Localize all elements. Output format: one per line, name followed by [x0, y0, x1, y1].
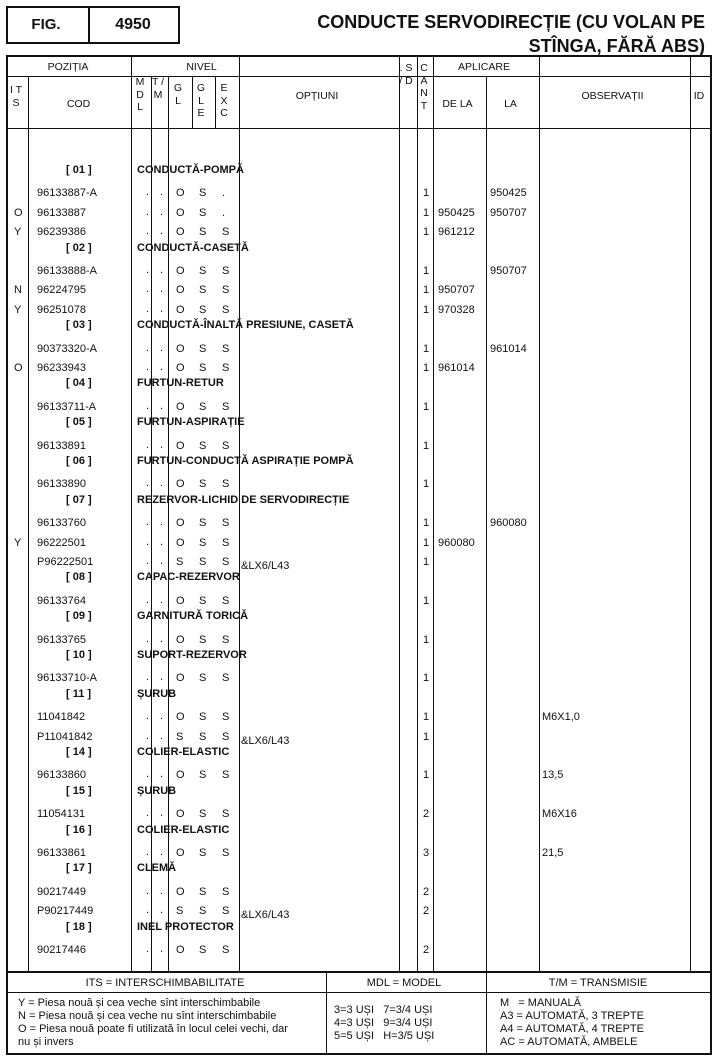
- part-code: 96133711-A: [37, 401, 97, 413]
- level-gl: O: [176, 478, 185, 490]
- section-name: COLIER-ELASTIC: [137, 746, 230, 758]
- level-gle: S: [199, 284, 207, 296]
- mdl-dot: .: [146, 536, 150, 548]
- level-gle: S: [199, 440, 207, 452]
- quantity: 1: [423, 517, 430, 529]
- level-gle: S: [199, 478, 207, 490]
- col-aplicare: APLICARE: [458, 61, 510, 73]
- part-code: 96224795: [37, 284, 86, 296]
- tm-dot: .: [160, 536, 164, 548]
- section-name: GARNITURĂ TORICĂ: [137, 610, 249, 622]
- level-gle: S: [199, 595, 207, 607]
- part-code: 96133760: [37, 517, 86, 529]
- apply-to: 950707: [490, 265, 527, 277]
- figure-number: 4950: [115, 16, 151, 33]
- col-gle: G L E: [196, 82, 206, 119]
- level-gl: O: [176, 944, 185, 956]
- apply-from: 950707: [438, 284, 475, 296]
- part-code: 96233943: [37, 362, 86, 374]
- option-code: &LX6/L43: [241, 909, 290, 921]
- level-gle: S: [199, 226, 207, 238]
- apply-to: 950425: [490, 187, 527, 199]
- level-gl: O: [176, 343, 185, 355]
- tm-dot: .: [160, 904, 164, 916]
- quantity: 1: [423, 343, 430, 355]
- legend-its-title: ITS = INTERSCHIMBABILITATE: [85, 977, 245, 989]
- col-pozitia: POZIȚIA: [47, 61, 89, 73]
- level-exc: S: [222, 517, 230, 529]
- tm-dot: .: [160, 400, 164, 412]
- section-name: SUPORT-REZERVOR: [137, 649, 247, 661]
- tm-dot: .: [160, 206, 164, 218]
- level-gle: S: [199, 343, 207, 355]
- quantity: 2: [423, 886, 430, 898]
- quantity: 1: [423, 226, 430, 238]
- apply-from: 960080: [438, 537, 475, 549]
- level-gl: O: [176, 304, 185, 316]
- section-name: FURTUN-RETUR: [137, 377, 224, 389]
- legend-mdl: 3=3 UȘI 7=3/4 UȘI 4=3 UȘI 9=3/4 UȘI 5=5 UȘI H=3/5 UȘI: [334, 1004, 435, 1042]
- quantity: 2: [423, 808, 430, 820]
- option-code: &LX6/L43: [241, 735, 290, 747]
- level-exc: S: [222, 847, 230, 859]
- quantity: 1: [423, 284, 430, 296]
- quantity: 1: [423, 440, 430, 452]
- col-tm: T / M: [151, 76, 165, 101]
- quantity: 1: [423, 711, 430, 723]
- mdl-dot: .: [146, 477, 150, 489]
- section-number: [ 11 ]: [66, 688, 92, 700]
- level-gl: O: [176, 265, 185, 277]
- level-gl: O: [176, 672, 185, 684]
- level-exc: .: [222, 187, 226, 199]
- level-exc: S: [222, 808, 230, 820]
- level-gl: O: [176, 808, 185, 820]
- section-number: [ 06 ]: [66, 455, 92, 467]
- tm-dot: .: [160, 807, 164, 819]
- level-gle: S: [199, 537, 207, 549]
- mdl-dot: .: [146, 768, 150, 780]
- mdl-dot: .: [146, 555, 150, 567]
- tm-dot: .: [160, 768, 164, 780]
- quantity: 3: [423, 847, 430, 859]
- level-gle: S: [199, 886, 207, 898]
- quantity: 1: [423, 478, 430, 490]
- col-its: I T S: [9, 84, 23, 109]
- section-number: [ 04 ]: [66, 377, 92, 389]
- part-code: P96222501: [37, 556, 94, 568]
- observation: M6X1,0: [542, 711, 580, 723]
- apply-from: 970328: [438, 304, 475, 316]
- level-gl: O: [176, 634, 185, 646]
- mdl-dot: .: [146, 206, 150, 218]
- section-number: [ 18 ]: [66, 921, 92, 933]
- quantity: 1: [423, 595, 430, 607]
- level-gl: O: [176, 401, 185, 413]
- part-code: 11041842: [37, 711, 86, 723]
- mdl-dot: .: [146, 303, 150, 315]
- mdl-dot: .: [146, 904, 150, 916]
- tm-dot: .: [160, 671, 164, 683]
- level-exc: S: [222, 284, 230, 296]
- quantity: 1: [423, 556, 430, 568]
- level-exc: S: [222, 362, 230, 374]
- level-exc: S: [222, 672, 230, 684]
- section-number: [ 10 ]: [66, 649, 92, 661]
- quantity: 2: [423, 944, 430, 956]
- tm-dot: .: [160, 303, 164, 315]
- col-optiuni: OPȚIUNI: [295, 90, 339, 102]
- section-number: [ 05 ]: [66, 416, 92, 428]
- level-exc: S: [222, 711, 230, 723]
- level-gle: S: [199, 769, 207, 781]
- tm-dot: .: [160, 885, 164, 897]
- part-code: 96133764: [37, 595, 86, 607]
- col-cod: COD: [66, 98, 91, 110]
- tm-dot: .: [160, 283, 164, 295]
- level-gl: O: [176, 537, 185, 549]
- part-code: 96133765: [37, 634, 86, 646]
- quantity: 1: [423, 731, 430, 743]
- parts-table-frame: [6, 55, 712, 1055]
- mdl-dot: .: [146, 730, 150, 742]
- level-gle: S: [199, 207, 207, 219]
- level-gle: S: [199, 556, 207, 568]
- section-name: FURTUN-CONDUCTĂ ASPIRAȚIE POMPĂ: [137, 455, 354, 467]
- apply-from: 950425: [438, 207, 475, 219]
- quantity: 1: [423, 304, 430, 316]
- observation: 13,5: [542, 769, 564, 781]
- level-exc: S: [222, 944, 230, 956]
- level-gl: O: [176, 711, 185, 723]
- section-name: COLIER-ELASTIC: [137, 824, 230, 836]
- section-number: [ 16 ]: [66, 824, 92, 836]
- level-exc: S: [222, 634, 230, 646]
- level-gl: O: [176, 362, 185, 374]
- tm-dot: .: [160, 710, 164, 722]
- level-gle: S: [199, 362, 207, 374]
- part-code: 96133887: [37, 207, 86, 219]
- level-gle: S: [199, 265, 207, 277]
- its-code: Y: [14, 226, 22, 238]
- part-code: 96133891: [37, 440, 86, 452]
- section-number: [ 15 ]: [66, 785, 92, 797]
- quantity: 1: [423, 769, 430, 781]
- col-exc: E X C: [220, 82, 228, 119]
- level-gle: S: [199, 401, 207, 413]
- level-gl: O: [176, 284, 185, 296]
- page-title-line1: CONDUCTE SERVODIRECȚIE (CU VOLAN PE: [317, 12, 705, 32]
- quantity: 1: [423, 362, 430, 374]
- level-gl: O: [176, 226, 185, 238]
- mdl-dot: .: [146, 361, 150, 373]
- section-number: [ 03 ]: [66, 319, 92, 331]
- part-code: 90217446: [37, 944, 86, 956]
- apply-from: 961212: [438, 226, 475, 238]
- level-gl: O: [176, 769, 185, 781]
- quantity: 1: [423, 187, 430, 199]
- section-name: FURTUN-ASPIRAȚIE: [137, 416, 245, 428]
- apply-from: 961014: [438, 362, 475, 374]
- tm-dot: .: [160, 186, 164, 198]
- figure-label: FIG.: [31, 16, 61, 33]
- level-exc: S: [222, 905, 230, 917]
- tm-dot: .: [160, 361, 164, 373]
- quantity: 2: [423, 905, 430, 917]
- col-nivel: NIVEL: [186, 61, 217, 73]
- its-code: N: [14, 284, 22, 296]
- level-exc: S: [222, 478, 230, 490]
- mdl-dot: .: [146, 594, 150, 606]
- mdl-dot: .: [146, 943, 150, 955]
- level-gle: S: [199, 672, 207, 684]
- section-name: CONDUCTĂ-CASETĂ: [137, 242, 249, 254]
- mdl-dot: .: [146, 225, 150, 237]
- tm-dot: .: [160, 342, 164, 354]
- level-gle: S: [199, 808, 207, 820]
- mdl-dot: .: [146, 439, 150, 451]
- section-name: INEL PROTECTOR: [137, 921, 234, 933]
- part-code: 96133887-A: [37, 187, 97, 199]
- its-code: O: [14, 207, 23, 219]
- level-exc: S: [222, 343, 230, 355]
- quantity: 1: [423, 207, 430, 219]
- part-code: P11041842: [37, 731, 93, 743]
- part-code: 96251078: [37, 304, 86, 316]
- level-exc: S: [222, 886, 230, 898]
- legend-its: Y = Piesa nouă și cea veche sînt interschimbabile N = Piesa nouă și cea veche nu sînt interschimbabile O = Piesa nouă poate fi utilizată în locul celei vechi, dar nu și invers: [18, 997, 288, 1048]
- level-gle: S: [199, 187, 207, 199]
- observation: M6X16: [542, 808, 577, 820]
- level-exc: S: [222, 537, 230, 549]
- section-name: ȘURUB: [137, 688, 177, 700]
- page-title-line2: STÎNGA, FĂRĂ ABS): [528, 36, 705, 56]
- level-gl: S: [176, 905, 184, 917]
- section-number: [ 07 ]: [66, 494, 92, 506]
- tm-dot: .: [160, 846, 164, 858]
- part-code: 96133860: [37, 769, 86, 781]
- part-code: 96222501: [37, 537, 86, 549]
- level-gl: O: [176, 847, 185, 859]
- col-mdl: M D L: [135, 76, 145, 113]
- quantity: 1: [423, 537, 430, 549]
- section-name: CONDUCTĂ-POMPĂ: [137, 164, 244, 176]
- level-exc: S: [222, 769, 230, 781]
- mdl-dot: .: [146, 807, 150, 819]
- tm-dot: .: [160, 225, 164, 237]
- part-code: 11054131: [37, 808, 86, 820]
- part-code: 96133888-A: [37, 265, 97, 277]
- level-gl: O: [176, 187, 185, 199]
- tm-dot: .: [160, 730, 164, 742]
- option-code: &LX6/L43: [241, 560, 290, 572]
- part-code: 96133861: [37, 847, 86, 859]
- level-exc: S: [222, 731, 230, 743]
- legend-tm-title: T/M = TRANSMISIE: [548, 977, 648, 989]
- mdl-dot: .: [146, 186, 150, 198]
- mdl-dot: .: [146, 264, 150, 276]
- tm-dot: .: [160, 555, 164, 567]
- level-gl: S: [176, 556, 184, 568]
- tm-dot: .: [160, 264, 164, 276]
- legend-mdl-title: MDL = MODEL: [366, 977, 442, 989]
- level-gle: S: [199, 517, 207, 529]
- section-name: ȘURUB: [137, 785, 177, 797]
- its-code: O: [14, 362, 23, 374]
- level-gl: O: [176, 886, 185, 898]
- its-code: Y: [14, 537, 22, 549]
- section-number: [ 09 ]: [66, 610, 92, 622]
- mdl-dot: .: [146, 342, 150, 354]
- tm-dot: .: [160, 439, 164, 451]
- level-exc: S: [222, 401, 230, 413]
- mdl-dot: .: [146, 885, 150, 897]
- level-gle: S: [199, 711, 207, 723]
- section-number: [ 17 ]: [66, 862, 92, 874]
- level-exc: S: [222, 265, 230, 277]
- col-sd: . S / D: [399, 62, 413, 87]
- level-gle: S: [199, 304, 207, 316]
- col-gl: G L: [173, 82, 183, 107]
- apply-to: 950707: [490, 207, 527, 219]
- level-gle: S: [199, 944, 207, 956]
- mdl-dot: .: [146, 400, 150, 412]
- section-number: [ 01 ]: [66, 164, 92, 176]
- level-gle: S: [199, 634, 207, 646]
- col-id: ID: [693, 90, 705, 102]
- col-de-la: DE LA: [442, 98, 473, 110]
- quantity: 1: [423, 401, 430, 413]
- level-gl: O: [176, 517, 185, 529]
- mdl-dot: .: [146, 283, 150, 295]
- level-gl: S: [176, 731, 184, 743]
- section-name: REZERVOR-LICHID DE SERVODIRECȚIE: [137, 494, 350, 506]
- mdl-dot: .: [146, 846, 150, 858]
- mdl-dot: .: [146, 671, 150, 683]
- part-code: 90373320-A: [37, 343, 97, 355]
- level-gle: S: [199, 847, 207, 859]
- tm-dot: .: [160, 477, 164, 489]
- observation: 21,5: [542, 847, 564, 859]
- part-code: 96239386: [37, 226, 86, 238]
- its-code: Y: [14, 304, 22, 316]
- col-cant: C A N T: [420, 62, 428, 112]
- part-code: 96133710-A: [37, 672, 97, 684]
- level-exc: S: [222, 226, 230, 238]
- section-number: [ 08 ]: [66, 571, 92, 583]
- level-exc: S: [222, 556, 230, 568]
- level-exc: S: [222, 304, 230, 316]
- quantity: 1: [423, 634, 430, 646]
- quantity: 1: [423, 265, 430, 277]
- mdl-dot: .: [146, 710, 150, 722]
- section-number: [ 02 ]: [66, 242, 92, 254]
- level-exc: .: [222, 207, 226, 219]
- level-gl: O: [176, 595, 185, 607]
- col-la: LA: [504, 98, 517, 110]
- section-name: CLEMĂ: [137, 862, 177, 874]
- section-name: CONDUCTĂ-ÎNALTĂ PRESIUNE, CASETĂ: [137, 319, 354, 331]
- apply-to: 961014: [490, 343, 527, 355]
- legend-tm: M = MANUALĂ A3 = AUTOMATĂ, 3 TREPTE A4 = AUTOMATĂ, 4 TREPTE AC = AUTOMATĂ, AMBELE: [500, 997, 644, 1048]
- level-gl: O: [176, 440, 185, 452]
- apply-to: 960080: [490, 517, 527, 529]
- mdl-dot: .: [146, 633, 150, 645]
- col-observatii: OBSERVAȚII: [581, 90, 644, 102]
- tm-dot: .: [160, 633, 164, 645]
- tm-dot: .: [160, 594, 164, 606]
- level-gle: S: [199, 731, 207, 743]
- mdl-dot: .: [146, 516, 150, 528]
- level-gl: O: [176, 207, 185, 219]
- part-code: 90217449: [37, 886, 86, 898]
- level-gle: S: [199, 905, 207, 917]
- section-number: [ 14 ]: [66, 746, 92, 758]
- tm-dot: .: [160, 516, 164, 528]
- part-code: 96133890: [37, 478, 86, 490]
- level-exc: S: [222, 440, 230, 452]
- part-code: P90217449: [37, 905, 94, 917]
- quantity: 1: [423, 672, 430, 684]
- level-exc: S: [222, 595, 230, 607]
- section-name: CAPAC-REZERVOR: [137, 571, 240, 583]
- tm-dot: .: [160, 943, 164, 955]
